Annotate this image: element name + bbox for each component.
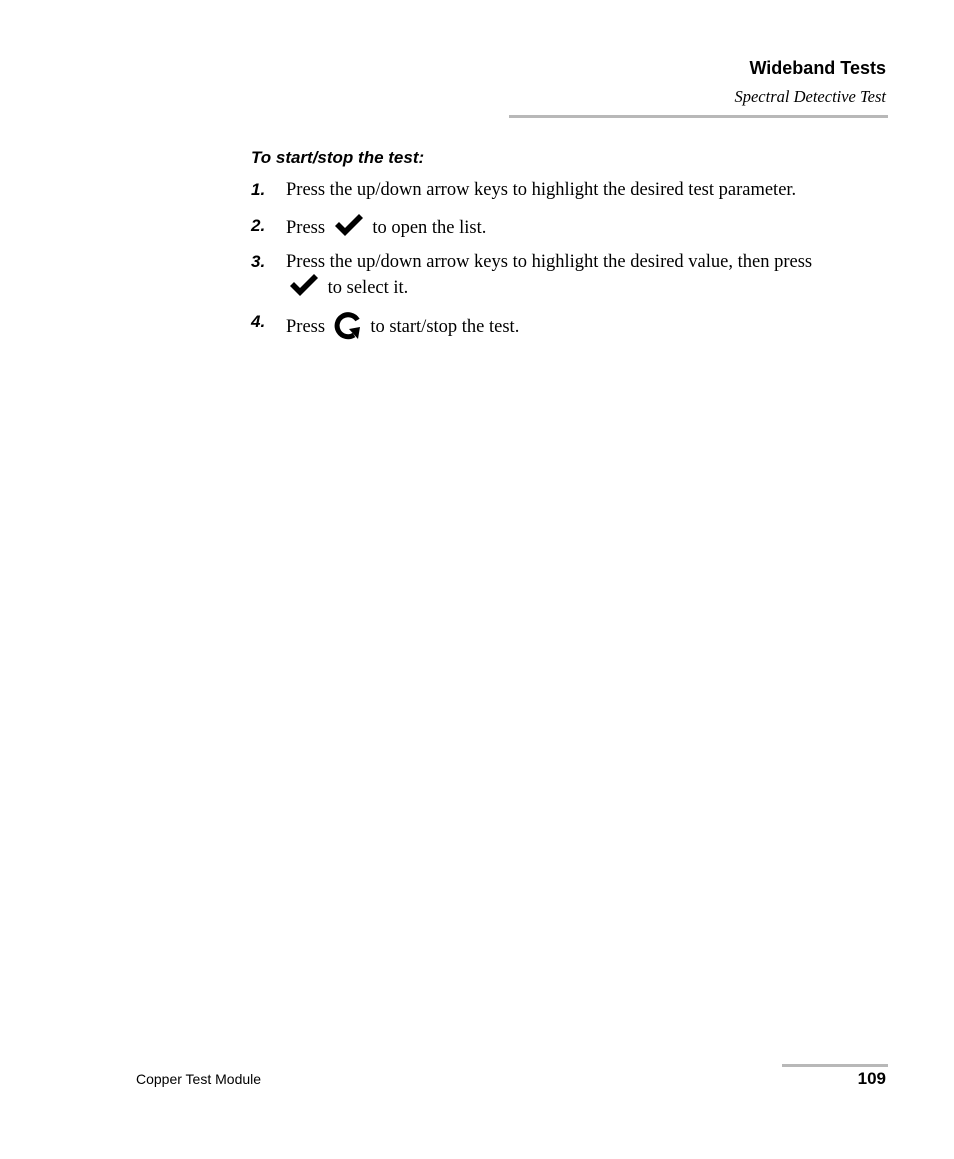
step-4 xyxy=(251,310,891,347)
step-number: 1. xyxy=(251,180,266,199)
checkmark-icon xyxy=(333,214,365,245)
step-text xyxy=(286,178,891,202)
step-number: 4. xyxy=(251,312,266,331)
step-number: 2. xyxy=(251,216,266,235)
header-subtitle: Spectral Detective Test xyxy=(734,87,886,106)
header-rule xyxy=(509,115,888,118)
step-number: 3. xyxy=(251,252,266,271)
step-1 xyxy=(251,178,891,202)
step-text xyxy=(286,250,891,305)
footer-document-name: Copper Test Module xyxy=(136,1071,262,1087)
footer-rule xyxy=(782,1064,888,1067)
step-3 xyxy=(251,250,891,305)
step-2-text-after: to open the list. xyxy=(372,218,487,238)
step-3-text-before: Press the up/down arrow keys to highlight the desired value, then press xyxy=(286,252,813,272)
step-2-text-before: Press xyxy=(286,218,326,238)
step-2 xyxy=(251,214,891,245)
step-text xyxy=(286,310,891,347)
procedure-heading: To start/stop the test: xyxy=(251,148,425,167)
step-3-text-after: to select it. xyxy=(327,278,409,298)
step-text xyxy=(286,214,891,245)
checkmark-icon xyxy=(288,274,320,305)
page-number: 109 xyxy=(857,1069,886,1088)
start-stop-icon xyxy=(333,310,363,347)
step-4-text-before: Press xyxy=(286,317,326,337)
step-4-text-after: to start/stop the test. xyxy=(370,317,520,337)
step-1-text: Press the up/down arrow keys to highlight the desired test parameter. xyxy=(286,180,797,200)
header-title: Wideband Tests xyxy=(749,58,886,78)
